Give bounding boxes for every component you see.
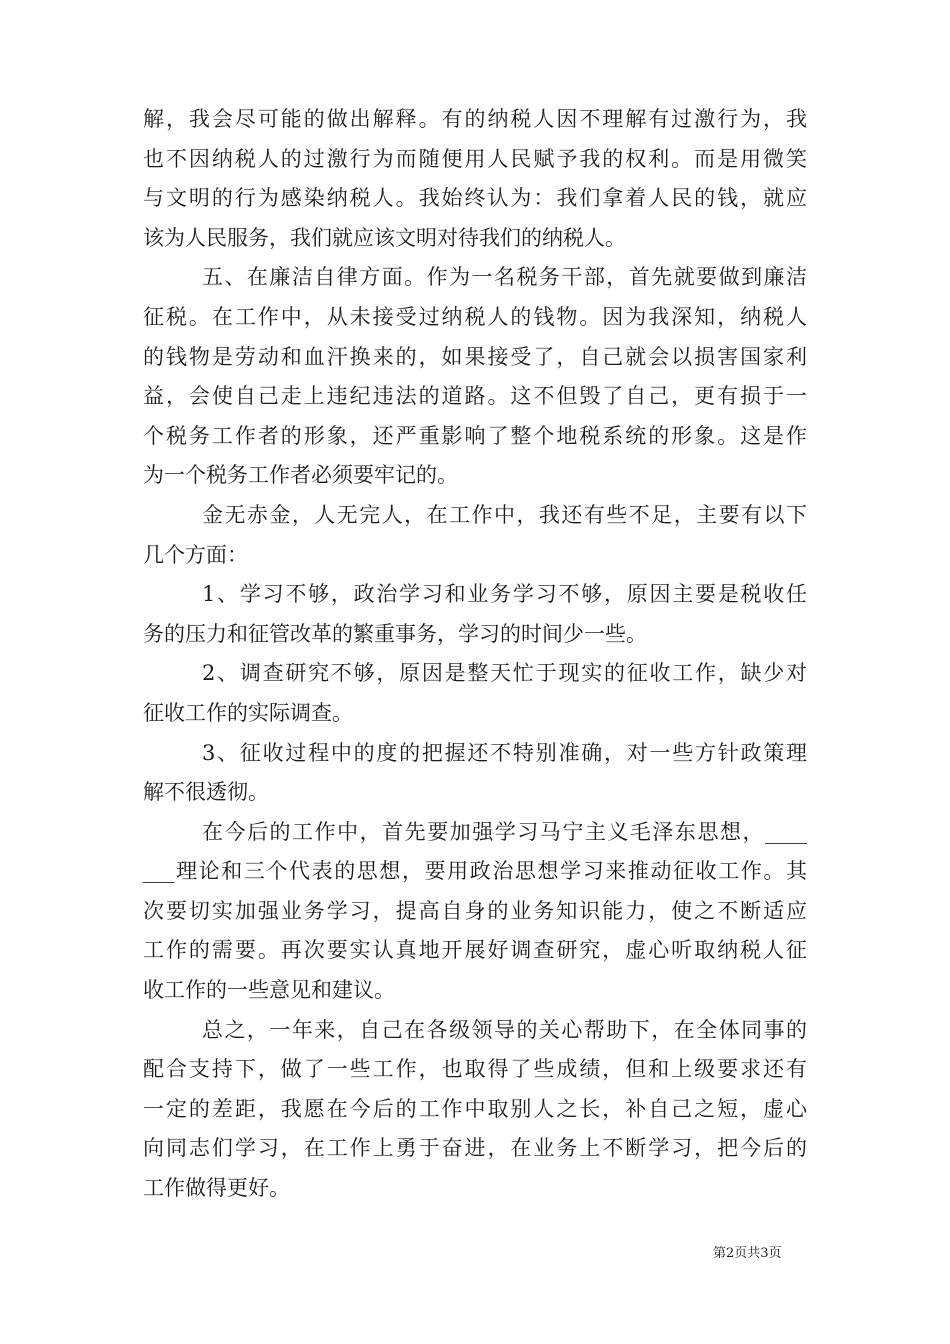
text-line: 次要切实加强业务学习，提高自身的业务知识能力，使之不断适应 bbox=[143, 898, 807, 923]
text-line: 解，我会尽可能的做出解释。有的纳税人因不理解有过激行为，我 bbox=[143, 107, 807, 131]
text-line: 的钱物是劳动和血汗换来的，如果接受了，自己就会以损害国家利 bbox=[143, 344, 807, 369]
text-line: ___理论和三个代表的思想，要用政治思想学习来推动征收工作。其 bbox=[143, 859, 807, 884]
text-line: 配合支持下，做了一些工作，也取得了些成绩，但和上级要求还有 bbox=[143, 1057, 807, 1082]
text-line: 2、调查研究不够，原因是整天忙于现实的征收工作，缺少对 bbox=[202, 661, 807, 686]
text-line: 工作的需要。再次要实认真地开展好调查研究，虚心听取纳税人征 bbox=[143, 938, 807, 963]
text-line: 为一个税务工作者必须要牢记的。 bbox=[143, 463, 458, 488]
text-line: 与文明的行为感染纳税人。我始终认为：我们拿着人民的钱，就应 bbox=[143, 186, 807, 211]
page-number-footer: 第2页共3页 bbox=[713, 1246, 782, 1261]
text-line: 解不很透彻。 bbox=[143, 780, 269, 805]
document-body bbox=[143, 100, 807, 1209]
text-line: 个税务工作者的形象，还严重影响了整个地税系统的形象。这是作 bbox=[143, 423, 807, 448]
text-line: 该为人民服务，我们就应该文明对待我们的纳税人。 bbox=[143, 225, 626, 250]
text-line: 1、学习不够，政治学习和业务学习不够，原因主要是税收任 bbox=[202, 582, 807, 607]
text-line: 金无赤金，人无完人，在工作中，我还有些不足，主要有以下 bbox=[202, 502, 807, 527]
text-line: 总之，一年来，自己在各级领导的关心帮助下，在全体同事的 bbox=[202, 1017, 807, 1042]
text-line: 益，会使自己走上违纪违法的道路。这不但毁了自己，更有损于一 bbox=[143, 384, 807, 409]
text-line: 工作做得更好。 bbox=[143, 1176, 290, 1201]
text-line: 一定的差距，我愿在今后的工作中取别人之长，补自己之短，虚心 bbox=[143, 1096, 807, 1121]
text-line: 也不因纳税人的过激行为而随便用人民赋予我的权利。而是用微笑 bbox=[143, 146, 807, 171]
text-line: 收工作的一些意见和建议。 bbox=[143, 978, 395, 1003]
text-line: 五、在廉洁自律方面。作为一名税务干部，首先就要做到廉洁 bbox=[202, 265, 807, 290]
text-line: 3、征收过程中的度的把握还不特别准确，对一些方针政策理 bbox=[202, 740, 807, 765]
text-line: 征收工作的实际调查。 bbox=[143, 700, 353, 725]
text-line: 在今后的工作中，首先要加强学习马宁主义毛泽东思想，____ bbox=[202, 819, 807, 844]
text-line: 向同志们学习，在工作上勇于奋进，在业务上不断学习，把今后的 bbox=[143, 1136, 807, 1161]
text-line: 务的压力和征管改革的繁重事务，学习的时间少一些。 bbox=[143, 621, 647, 646]
text-line: 几个方面： bbox=[143, 542, 248, 567]
text-line: 征税。在工作中，从未接受过纳税人的钱物。因为我深知，纳税人 bbox=[143, 304, 807, 329]
